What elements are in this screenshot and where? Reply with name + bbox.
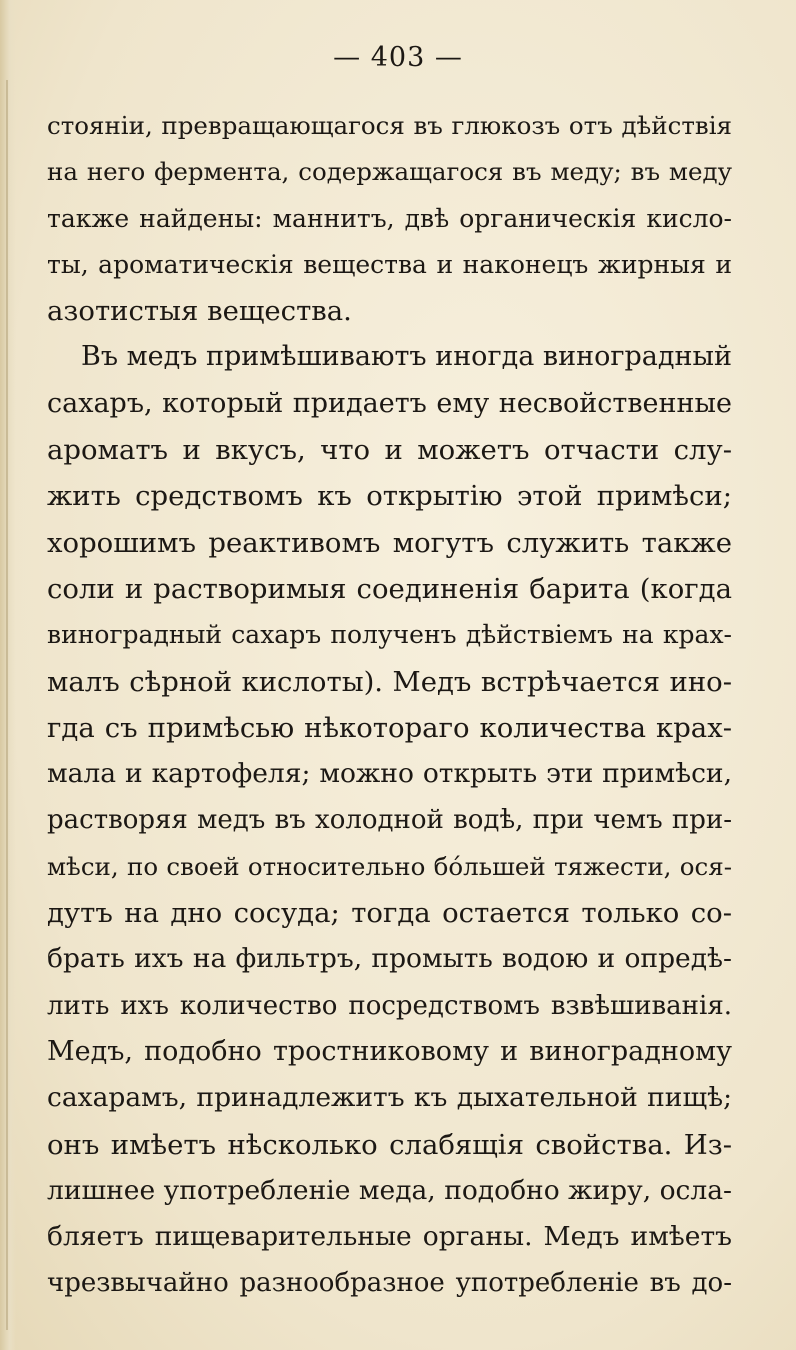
- text-line: сахаръ, который придаетъ ему несвойственные: [47, 387, 732, 419]
- text-line: лить ихъ количество посредствомъ взвѣшиванiя.: [47, 990, 732, 1021]
- text-line: дутъ на дно сосуда; тогда остается только со-: [47, 897, 732, 930]
- body-text: [47, 103, 732, 1307]
- text-line: чрезвычайно разнообразное употребленiе въ до-: [47, 1268, 732, 1299]
- text-line: гда съ примѣсью нѣкотораго количества крах-: [47, 711, 732, 744]
- page-edge-shadow: [6, 80, 8, 1330]
- text-line: на него фермента, содержащагося въ меду; въ меду: [47, 157, 732, 187]
- text-line: мала и картофеля; можно открыть эти примѣси,: [47, 758, 732, 790]
- text-line: стоянiи, превращающагося въ глюкозъ отъ дѣйствiя: [47, 111, 732, 140]
- text-line: мѣси, по своей относительно бóльшей тяжести, ося-: [47, 851, 732, 881]
- text-line: онъ имѣетъ нѣсколько слабящiя свойства. Из-: [47, 1128, 732, 1161]
- paragraph-first-line: Въ медъ примѣшиваютъ иногда виноградный: [81, 341, 732, 373]
- text-line: бляетъ пищеварительные органы. Медъ имѣетъ: [47, 1221, 732, 1253]
- text-line: также найдены: маннитъ, двѣ органическiя кисло-: [47, 203, 732, 233]
- page-gutter-edge: [0, 0, 16, 1350]
- text-line: ты, ароматическiя вещества и наконецъ жирныя и: [47, 249, 732, 279]
- text-line: хорошимъ реактивомъ могутъ служить также: [47, 526, 732, 559]
- text-line: жить средствомъ къ открытiю этой примѣси;: [47, 480, 732, 513]
- text-line: азотистыя вещества.: [47, 295, 352, 328]
- text-line: лишнее употребленiе меда, подобно жиру, осла-: [47, 1174, 732, 1206]
- text-line: малъ сѣрной кислоты). Медъ встрѣчается ино-: [47, 665, 732, 698]
- text-line: ароматъ и вкусъ, что и можетъ отчасти слу-: [47, 434, 732, 467]
- page-number: — 403 —: [333, 42, 463, 73]
- text-line: сахарамъ, принадлежитъ къ дыхательной пищѣ;: [47, 1082, 732, 1114]
- text-line: брать ихъ на фильтръ, промыть водою и опредѣ-: [47, 943, 732, 975]
- text-line: соли и растворимыя соединенiя барита (когда: [47, 572, 732, 605]
- text-line: растворяя медъ въ холодной водѣ, при чемъ при-: [47, 805, 732, 836]
- text-line: виноградный сахаръ полученъ дѣйствiемъ на крах-: [47, 620, 732, 650]
- text-line: Медъ, подобно тростниковому и виноградному: [47, 1035, 732, 1067]
